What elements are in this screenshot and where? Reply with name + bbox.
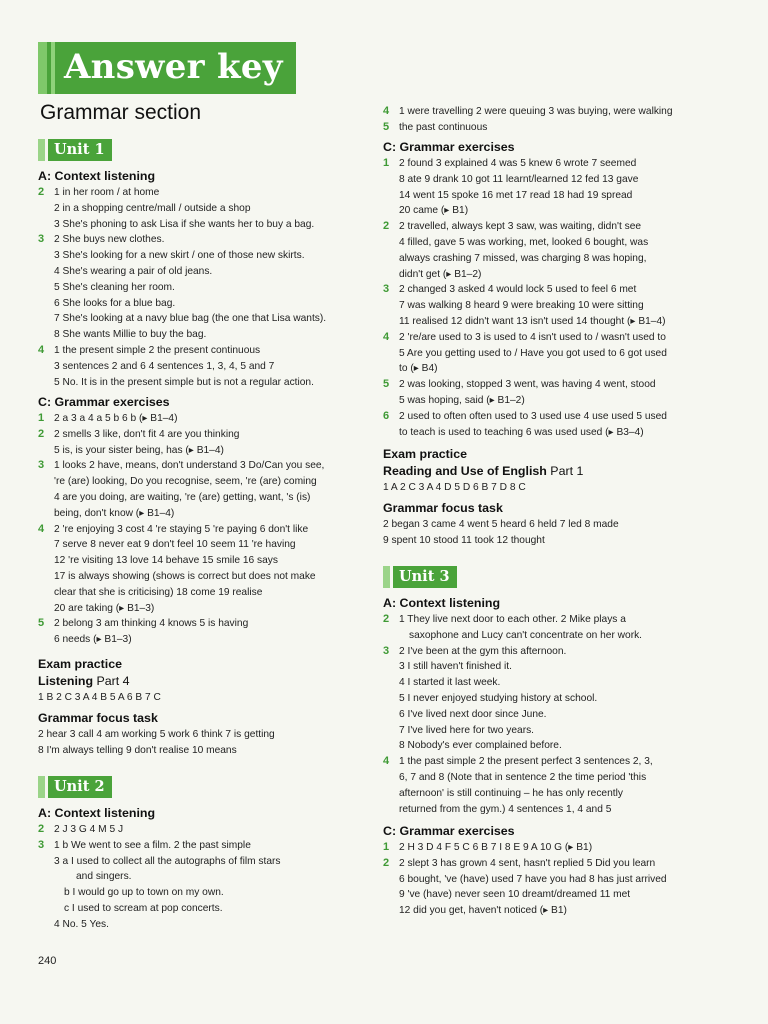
answer-text: 2 belong 3 am thinking 4 knows 5 is having (54, 618, 249, 630)
answer-line: 7 I've lived here for two years. (399, 724, 535, 736)
q-number: 4 (383, 755, 390, 768)
unit-bar (383, 566, 390, 588)
answer-item (383, 104, 728, 120)
q-number: 2 (38, 186, 45, 198)
answer-item (383, 282, 728, 298)
answer-line: 11 realised 12 didn't want 13 isn't used 14 thought (▸ B1–4) (399, 315, 666, 327)
answer-item (383, 644, 728, 660)
unit3-header (383, 566, 728, 594)
subheading-part: Part 1 (546, 464, 584, 478)
answer-text: 2 I've been at the gym this afternoon. (399, 645, 567, 657)
answer-line: 7 She's looking at a navy blue bag (the one that Lisa wants). (54, 313, 327, 325)
unit3-grammar (383, 823, 728, 919)
answer-line: 2 began 3 came 4 went 5 heard 6 held 7 led 8 made (383, 518, 619, 530)
unit1-context (38, 168, 360, 390)
banner-stripe (38, 42, 47, 94)
answer-line: 4 are you doing, are waiting, 're (are) getting, want, 's (is) (54, 491, 311, 503)
answer-line: 17 is always showing (shows is correct but does not make (54, 570, 316, 582)
unit3-label: Unit 3 (393, 566, 457, 588)
subheading (383, 463, 728, 480)
answer-item (38, 616, 360, 632)
subheading-title: Listening (38, 674, 94, 688)
q-number: 4 (383, 105, 390, 117)
answer-line: 3 I still haven't finished it. (399, 661, 512, 673)
answer-line: to (▸ B4) (399, 363, 438, 375)
answer-line: 2 hear 3 call 4 am working 5 work 6 think 7 is getting (38, 728, 275, 740)
q-number: 2 (383, 220, 390, 233)
answer-item (38, 232, 360, 248)
q-number: 5 (38, 617, 45, 630)
answer-line: afternoon' is still continuing – he has only recently (399, 787, 623, 799)
answer-item (383, 330, 728, 346)
answer-line: 4 filled, gave 5 was working, met, looked 6 bought, was (399, 236, 649, 248)
answer-line: didn't get (▸ B1–2) (399, 268, 482, 280)
answer-item (38, 838, 360, 854)
subheading-part: Part 4 (93, 674, 130, 688)
answer-line: 8 Nobody's ever complained before. (399, 740, 562, 752)
answer-line: 1 B 2 C 3 A 4 B 5 A 6 B 7 C (38, 692, 161, 703)
answer-item (38, 522, 360, 538)
answer-line: 6 She looks for a blue bag. (54, 297, 176, 309)
q-number: 2 (38, 427, 45, 440)
q-number: 5 (383, 378, 390, 391)
answer-text: 2 a 3 a 4 a 5 b 6 b (▸ B1–4) (54, 413, 178, 424)
heading: A: Context listening (38, 806, 156, 820)
answer-item (383, 120, 728, 136)
answer-item (38, 458, 360, 474)
answer-text: 2 smells 3 like, don't fit 4 are you thinking (54, 428, 240, 440)
heading: A: Context listening (383, 596, 501, 610)
answer-line: 20 came (▸ B1) (399, 205, 469, 217)
heading: Grammar focus task (383, 500, 503, 515)
unit-bar (38, 139, 45, 161)
answer-text: 2 're/are used to 3 is used to 4 isn't used to / wasn't used to (399, 331, 666, 343)
q-number: 4 (383, 330, 390, 343)
q-number: 2 (38, 823, 45, 835)
subheading (38, 673, 360, 690)
answer-line: 4 She's wearing a pair of old jeans. (54, 265, 213, 277)
unit2-header (38, 776, 360, 804)
heading: Exam practice (383, 447, 468, 461)
answer-line: 2 in a shopping centre/mall / outside a shop (54, 202, 251, 214)
q-number: 4 (38, 522, 45, 535)
page-number: 240 (38, 955, 57, 967)
answer-line: 're (are) looking, Do you recognise, seem, 're (are) coming (54, 476, 317, 488)
answer-item (38, 427, 360, 443)
heading: Grammar focus task (38, 710, 158, 725)
answer-line: 7 was walking 8 heard 9 were breaking 10 were sitting (399, 300, 644, 312)
page-title: Answer key (64, 47, 283, 87)
answer-line: clear that she is criticising) 18 come 19 realise (54, 586, 263, 598)
q-number: 1 (383, 157, 390, 169)
answer-text: 1 b We went to see a film. 2 the past simple (54, 839, 251, 851)
unit1-exam (38, 656, 360, 758)
answer-line: 7 serve 8 never eat 9 don't feel 10 seem 11 're having (54, 539, 296, 551)
answer-line: c I used to scream at pop concerts. (64, 902, 223, 914)
answer-line: being, don't know (▸ B1–4) (54, 507, 175, 519)
answer-text: 2 're enjoying 3 cost 4 're staying 5 're paying 6 don't like (54, 523, 309, 535)
q-number: 4 (38, 343, 45, 356)
answer-line: returned from the gym.) 4 sentences 1, 4 and 5 (399, 803, 612, 815)
answer-text: the past continuous (399, 121, 488, 133)
answer-line: 3 sentences 2 and 6 4 sentences 1, 3, 4, 5 and 7 (54, 360, 275, 372)
q-number: 6 (383, 409, 390, 422)
answer-item (383, 377, 728, 393)
answer-line: 4 No. 5 Yes. (54, 918, 109, 930)
answer-line: 5 was hoping, said (▸ B1–2) (399, 394, 525, 406)
answer-text: 2 used to often often used to 3 used use 4 use used 5 used (399, 410, 667, 422)
answer-line: 5 is, is your sister being, has (▸ B1–4) (54, 444, 224, 456)
answer-text: 1 were travelling 2 were queuing 3 was buying, were walking (399, 106, 673, 117)
answer-line: 3 a I used to collect all the autographs of film stars (54, 855, 281, 867)
answer-item (383, 409, 728, 425)
answer-line: 9 spent 10 stood 11 took 12 thought (383, 534, 545, 546)
answer-line: 4 I started it last week. (399, 677, 501, 689)
heading: C: Grammar exercises (38, 395, 170, 409)
answer-text: 1 They live next door to each other. 2 Mike plays a (399, 614, 626, 625)
answer-line: 6, 7 and 8 (Note that in sentence 2 the time period 'this (399, 771, 647, 783)
answer-line: 1 A 2 C 3 A 4 D 5 D 6 B 7 D 8 C (383, 482, 526, 493)
answer-line: 12 did you get, haven't noticed (▸ B1) (399, 905, 567, 917)
answer-line: 5 No. It is in the present simple but is not a regular action. (54, 376, 314, 388)
answer-text: 1 the present simple 2 the present continuous (54, 344, 261, 356)
q-number: 3 (38, 233, 45, 246)
q-number: 1 (38, 412, 45, 424)
answer-text: 2 changed 3 asked 4 would lock 5 used to feel 6 met (399, 284, 637, 296)
answer-text: 1 in her room / at home (54, 187, 160, 198)
answer-line: 14 went 15 spoke 16 met 17 read 18 had 19 spread (399, 189, 633, 201)
banner-stripe-thin (51, 42, 55, 94)
answer-item (383, 754, 728, 770)
q-number: 2 (383, 613, 390, 625)
answer-line: 5 I never enjoyed studying history at school. (399, 692, 598, 704)
unit1-header (38, 139, 360, 167)
unit2-label: Unit 2 (48, 776, 112, 798)
answer-line: 8 She wants Millie to buy the bag. (54, 329, 207, 341)
heading: C: Grammar exercises (383, 140, 515, 154)
q-number: 2 (383, 856, 390, 869)
answer-line: b I would go up to town on my own. (64, 887, 224, 899)
unit2-grammar (383, 139, 728, 440)
unit2-exam (383, 446, 728, 548)
answer-line: always crashing 7 missed, was charging 8 was hoping, (399, 252, 647, 264)
q-number: 5 (383, 120, 390, 133)
q-number: 3 (383, 644, 390, 657)
answer-text: 2 travelled, always kept 3 saw, was waiting, didn't see (399, 221, 642, 233)
answer-line: 8 I'm always telling 9 don't realise 10 means (38, 744, 237, 756)
unit1-label: Unit 1 (48, 139, 112, 161)
answer-line: 3 She's phoning to ask Lisa if she wants her to buy a bag. (54, 218, 315, 230)
answer-line: 12 're visiting 13 love 14 behave 15 smile 16 says (54, 555, 278, 567)
answer-line: 6 needs (▸ B1–3) (54, 634, 132, 646)
answer-line: to teach is used to teaching 6 was used used (▸ B3–4) (399, 426, 644, 438)
answer-item (383, 156, 728, 172)
answer-line: and singers. (76, 871, 132, 883)
unit2-context-cont (383, 104, 728, 136)
answer-line: 8 ate 9 drank 10 got 11 learnt/learned 12 fed 13 gave (399, 173, 639, 185)
q-number: 3 (38, 459, 45, 472)
answer-text: 1 looks 2 have, means, don't understand 3 Do/Can you see, (54, 460, 325, 472)
q-number: 3 (383, 283, 390, 296)
answer-item (383, 856, 728, 872)
answer-line: 6 bought, 've (have) used 7 have you had 8 has just arrived (399, 873, 667, 885)
answer-item (383, 840, 728, 856)
answer-text: 2 She buys new clothes. (54, 234, 165, 246)
answer-item (38, 822, 360, 838)
answer-line: 5 Are you getting used to / Have you got used to 6 got used (399, 347, 667, 359)
answer-line: 3 She's looking for a new skirt / one of those new skirts. (54, 250, 305, 262)
answer-item (383, 612, 728, 628)
answer-line: 9 've (have) never seen 10 dreamt/dreamed 11 met (399, 889, 631, 901)
answer-text: 2 found 3 explained 4 was 5 knew 6 wrote 7 seemed (399, 158, 637, 169)
answer-item (383, 219, 728, 235)
unit-bar (38, 776, 45, 798)
heading: C: Grammar exercises (383, 824, 515, 838)
answer-line: 20 are taking (▸ B1–3) (54, 602, 155, 614)
answer-text: 2 was looking, stopped 3 went, was having 4 went, stood (399, 379, 656, 391)
answer-line: saxophone and Lucy can't concentrate on her work. (409, 629, 643, 641)
unit3-context (383, 595, 728, 817)
answer-line: 6 I've lived next door since June. (399, 708, 547, 720)
q-number: 1 (383, 841, 390, 853)
answer-key-banner (38, 42, 296, 94)
answer-text: 2 H 3 D 4 F 5 C 6 B 7 I 8 E 9 A 10 G (▸ B1) (399, 842, 593, 853)
subheading-title: Reading and Use of English (383, 464, 547, 478)
heading: Exam practice (38, 657, 123, 671)
unit1-grammar (38, 394, 360, 648)
unit2-context (38, 805, 360, 933)
answer-text: 2 slept 3 has grown 4 sent, hasn't replied 5 Did you learn (399, 857, 656, 869)
heading: A: Context listening (38, 169, 156, 183)
answer-item (38, 411, 360, 427)
answer-line: 5 She's cleaning her room. (54, 281, 175, 293)
answer-item (38, 185, 360, 201)
answer-item (38, 343, 360, 359)
q-number: 3 (38, 838, 45, 851)
section-title: Grammar section (40, 101, 202, 124)
answer-text: 2 J 3 G 4 M 5 J (54, 824, 124, 835)
answer-text: 1 the past simple 2 the present perfect 3 sentences 2, 3, (399, 756, 653, 768)
